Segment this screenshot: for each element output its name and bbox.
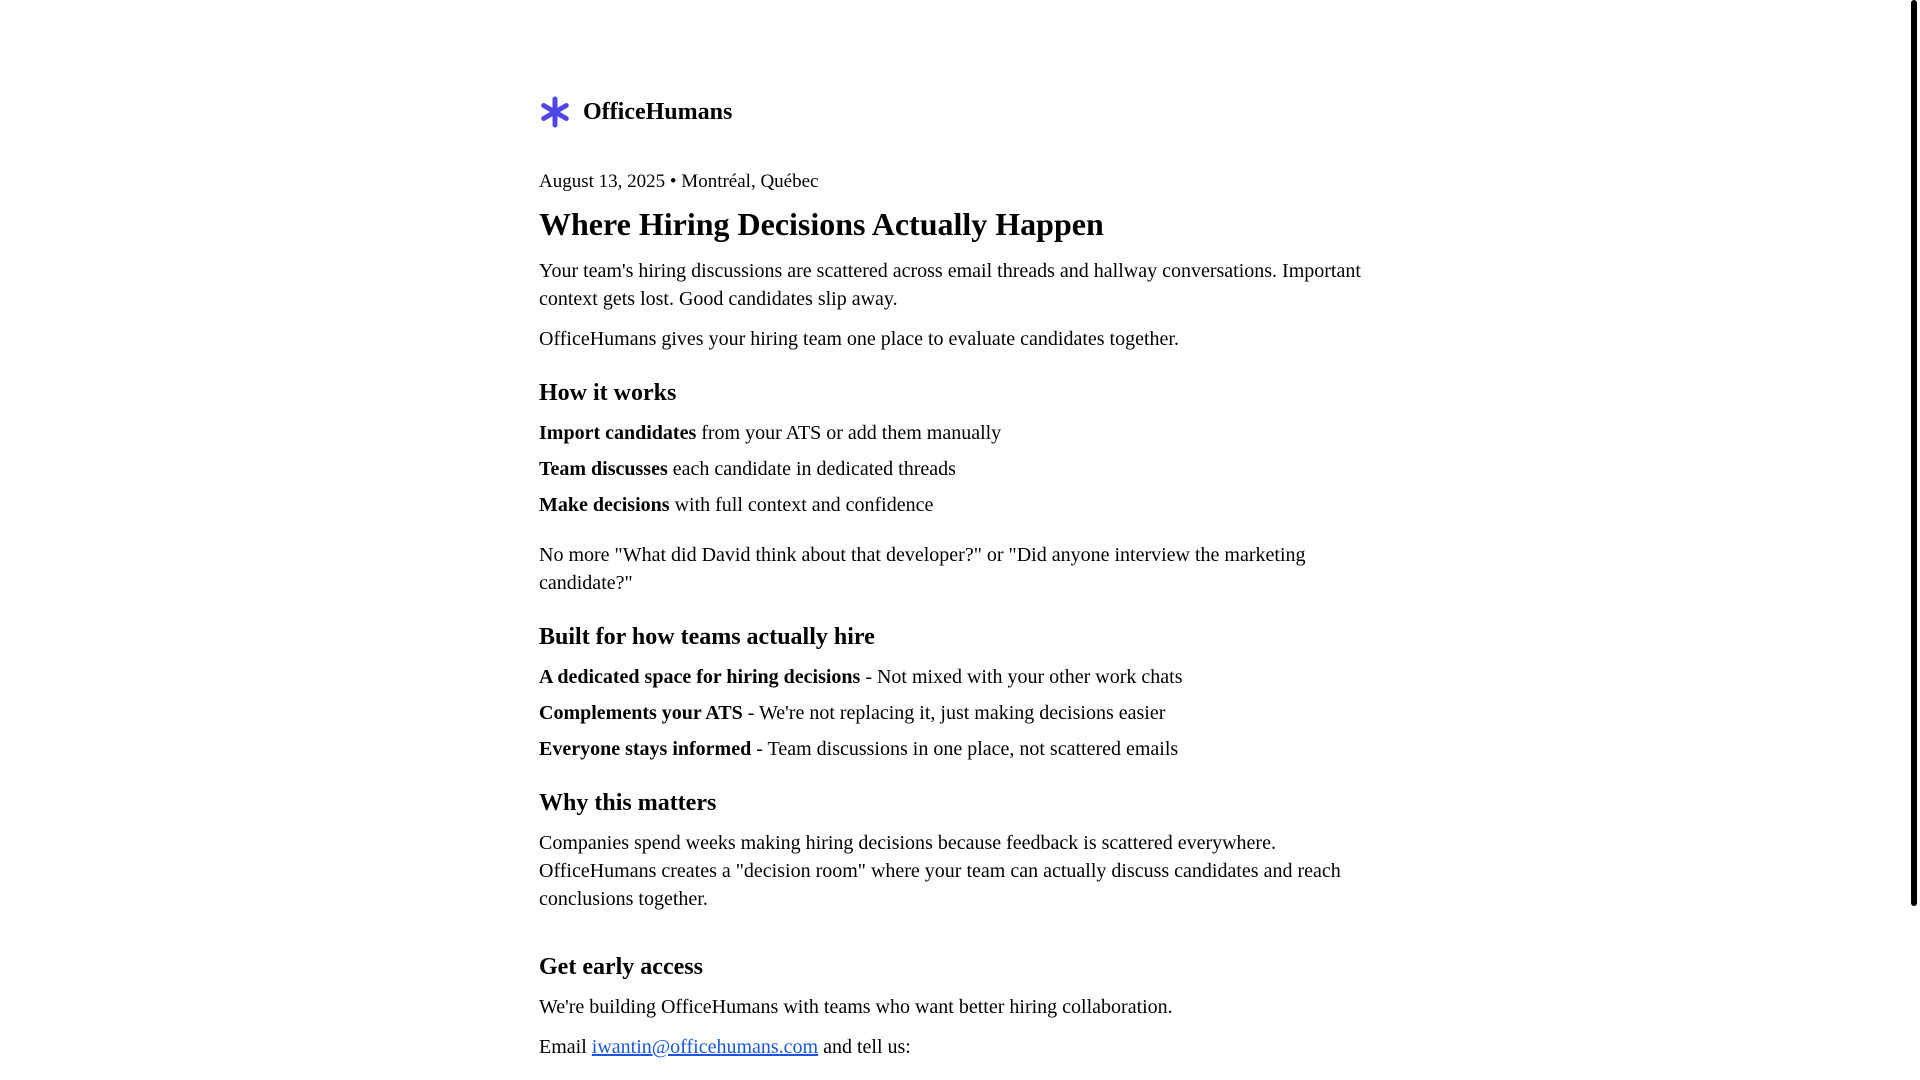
article bbox=[539, 168, 1369, 1073]
built-for-heading: Built for how teams actually hire bbox=[539, 624, 875, 650]
list-item bbox=[539, 663, 1369, 691]
list-item bbox=[539, 699, 1369, 727]
email-link[interactable]: iwantin@officehumans.com bbox=[591, 1036, 819, 1058]
brand-name: OfficeHumans bbox=[583, 99, 733, 125]
how-it-works-heading: How it works bbox=[539, 380, 677, 406]
why-paragraph: Companies spend weeks making hiring decisions because feedback is scattered everywhere. OfficeHumans creates a "decision room" where your team can actually discuss candidates and reach conclusions together. bbox=[539, 832, 1341, 910]
email-prefix: Email bbox=[539, 1036, 592, 1058]
how-it-works-list bbox=[539, 419, 1369, 519]
email-line bbox=[539, 1033, 1369, 1061]
list-item bbox=[539, 455, 1369, 483]
early-access-paragraph: We're building OfficeHumans with teams who want better hiring collaboration. bbox=[539, 996, 1173, 1018]
why-heading: Why this matters bbox=[539, 790, 717, 816]
built-for-list bbox=[539, 663, 1369, 763]
list-item-text: each candidate in dedicated threads bbox=[667, 458, 956, 480]
vertical-scrollbar[interactable] bbox=[1908, 0, 1920, 1080]
list-item-bold: Complements your ATS bbox=[539, 702, 743, 724]
list-item bbox=[539, 735, 1369, 763]
asterisk-logo-icon bbox=[539, 96, 571, 128]
list-item-text: from your ATS or add them manually bbox=[696, 422, 1002, 444]
dateline: August 13, 2025 • Montréal, Québec bbox=[539, 171, 819, 192]
list-item-bold: Make decisions bbox=[539, 494, 670, 516]
email-suffix: and tell us: bbox=[818, 1036, 911, 1058]
page-title: Where Hiring Decisions Actually Happen bbox=[539, 206, 1104, 242]
list-item-text: - Team discussions in one place, not scattered emails bbox=[751, 738, 1179, 760]
list-item-text: - We're not replacing it, just making decisions easier bbox=[742, 702, 1166, 724]
list-item-bold: A dedicated space for hiring decisions bbox=[539, 666, 861, 688]
list-item-bold: Team discusses bbox=[539, 458, 668, 480]
list-item bbox=[539, 491, 1369, 519]
list-item-bold: Import candidates bbox=[539, 422, 697, 444]
list-item-bold: Everyone stays informed bbox=[539, 738, 752, 760]
intro-paragraph-2: OfficeHumans gives your hiring team one place to evaluate candidates together. bbox=[539, 328, 1179, 350]
early-access-heading: Get early access bbox=[539, 954, 703, 980]
asterisk-logo-shape bbox=[544, 99, 567, 125]
list-item bbox=[539, 419, 1369, 447]
no-more-note: No more "What did David think about that developer?" or "Did anyone interview the marketing candidate?" bbox=[539, 544, 1306, 594]
list-item-text: with full context and confidence bbox=[669, 494, 934, 516]
intro-paragraph-1: Your team's hiring discussions are scattered across email threads and hallway conversations. Important context gets lost. Good candidates slip away. bbox=[539, 260, 1361, 310]
brand-header[interactable] bbox=[539, 94, 732, 130]
scrollbar-thumb[interactable] bbox=[1911, 0, 1917, 906]
list-item-text: - Not mixed with your other work chats bbox=[860, 666, 1183, 688]
